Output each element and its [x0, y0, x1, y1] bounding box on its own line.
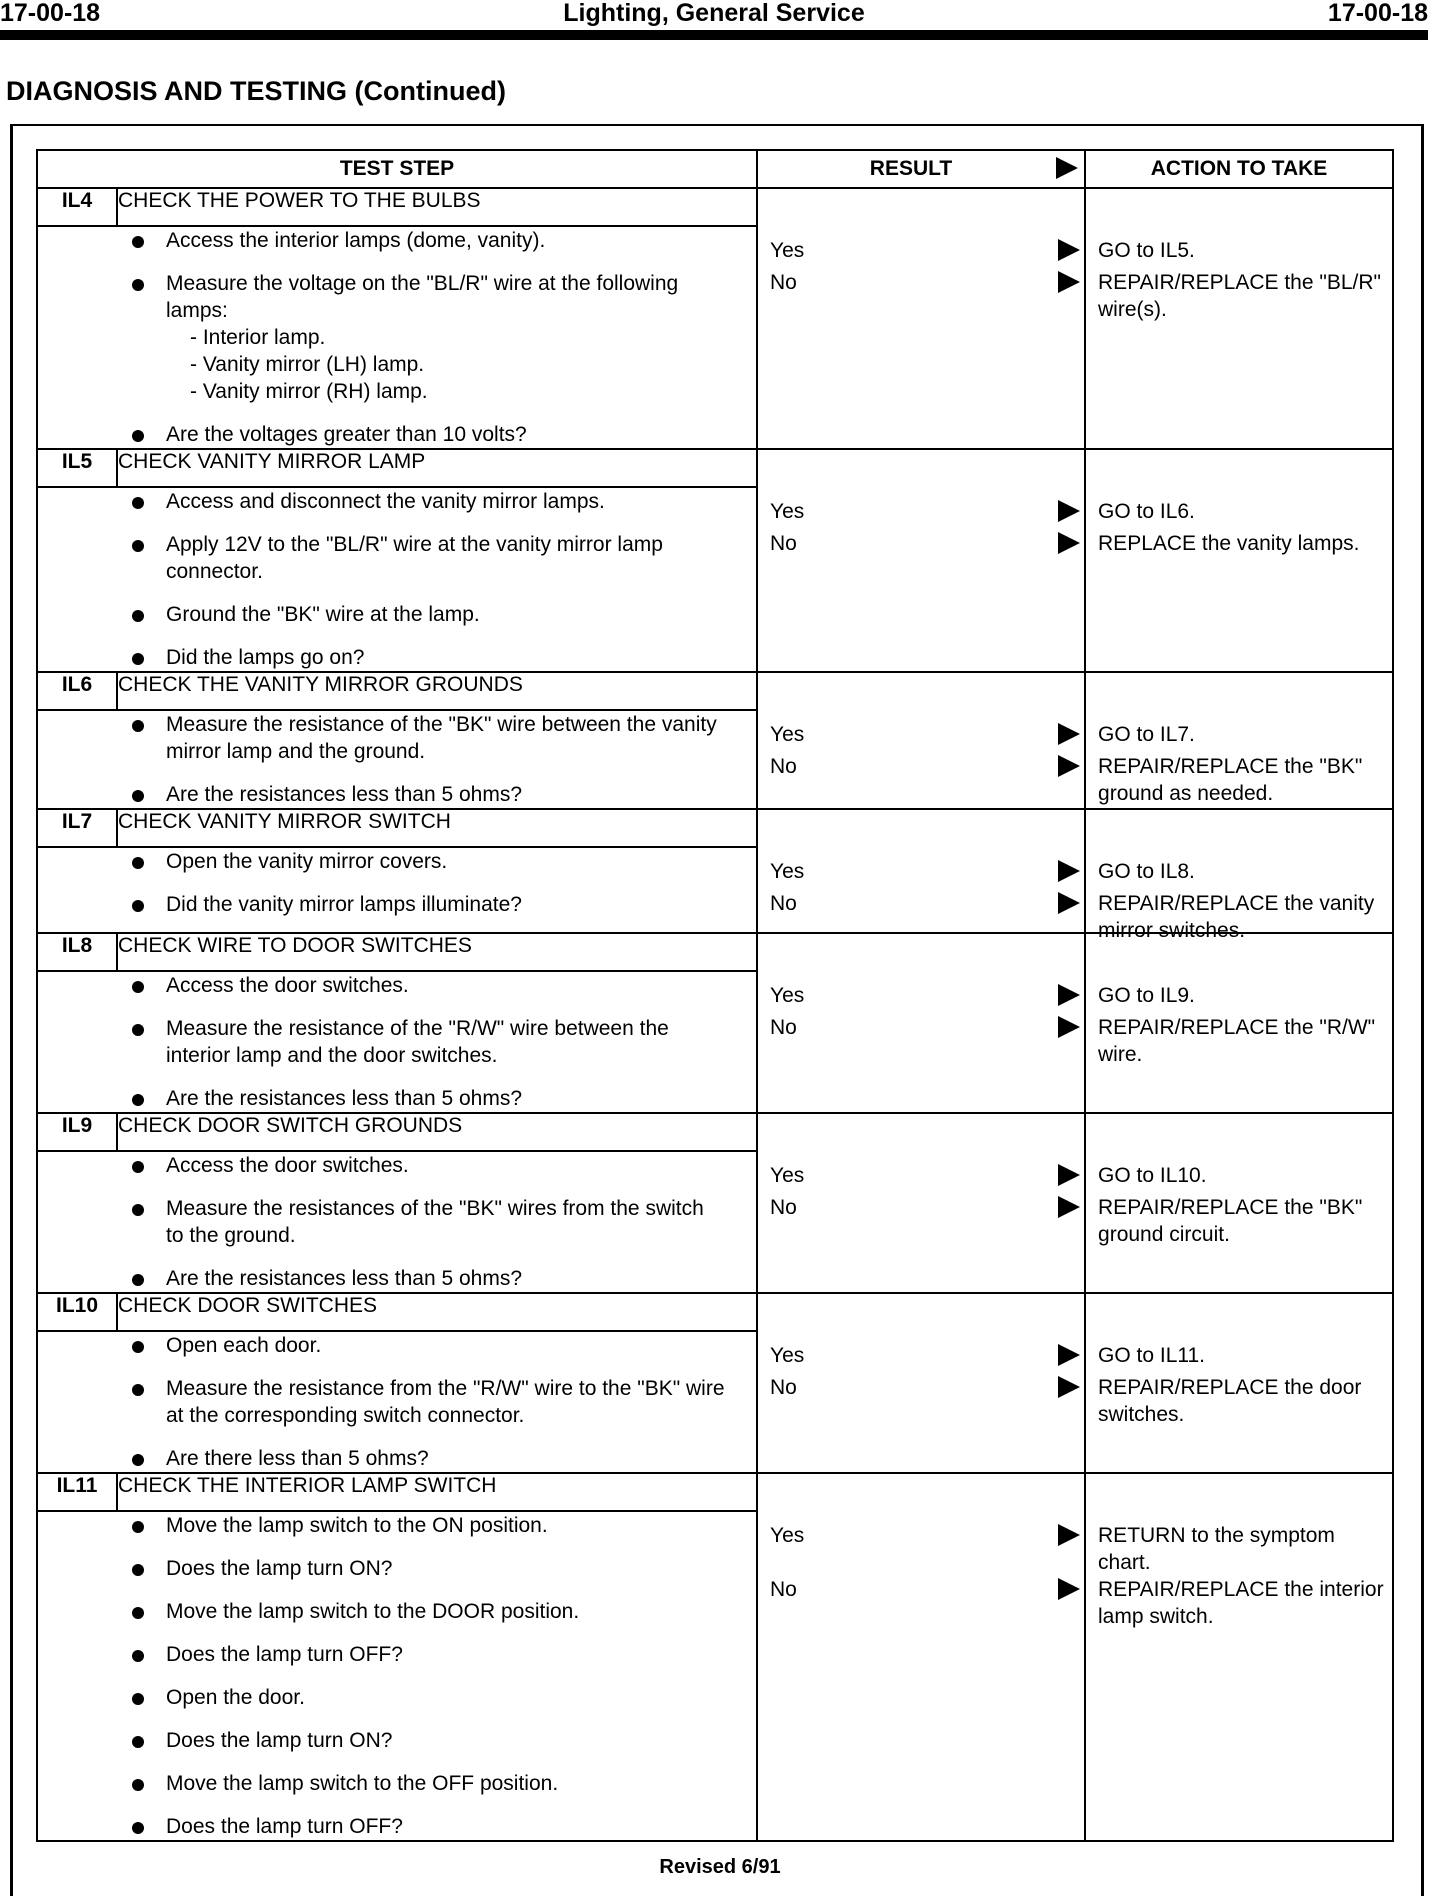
action-text: GO to IL10.: [1098, 1164, 1207, 1187]
step-id: IL11: [37, 1473, 117, 1511]
action-text: REPAIR/REPLACE the interior lamp switch.: [1098, 1578, 1384, 1628]
step-title: CHECK DOOR SWITCHES: [117, 1293, 757, 1331]
action-text: REPAIR/REPLACE the "BK" ground circuit.: [1098, 1196, 1363, 1246]
step-title: CHECK THE POWER TO THE BULBS: [117, 188, 757, 226]
instruction-item: [38, 601, 756, 628]
step-title: CHECK VANITY MIRROR SWITCH: [117, 809, 757, 847]
instruction-item: [38, 781, 756, 808]
instruction-text: Measure the resistance of the "R/W" wire between the interior lamp and the door switches.: [166, 1017, 669, 1067]
step-id: IL5: [37, 449, 117, 487]
instruction-text: Did the vanity mirror lamps illuminate?: [166, 893, 522, 916]
arrow-right-icon: [1058, 984, 1080, 1006]
step-title-row: [37, 809, 1393, 847]
result-cell: [757, 1473, 1085, 1841]
step-title: CHECK WIRE TO DOOR SWITCHES: [117, 933, 757, 971]
result-cell: [757, 672, 1085, 809]
instruction-item: [38, 1375, 756, 1429]
arrow-right-icon: [1058, 1376, 1080, 1398]
arrow-right-icon: [1058, 723, 1080, 745]
action-text: RETURN to the symptom chart.: [1098, 1524, 1335, 1574]
instruction-item: [38, 1727, 756, 1754]
instruction-subitem: - Interior lamp.: [190, 326, 326, 349]
instruction-item: [38, 1598, 756, 1625]
instruction-item: [38, 644, 756, 671]
action-text: GO to IL7.: [1098, 723, 1195, 746]
instruction-list: [38, 1512, 756, 1840]
instruction-text: Are the resistances less than 5 ohms?: [166, 1267, 523, 1290]
arrow-right-icon: [1058, 271, 1080, 293]
result-label: No: [770, 1376, 797, 1399]
instruction-text: Are the resistances less than 5 ohms?: [166, 1087, 523, 1110]
instruction-list: [38, 711, 756, 808]
step-instructions: [37, 847, 757, 933]
instruction-item: [38, 711, 756, 765]
result-cell: [757, 1293, 1085, 1473]
instruction-item: [38, 1641, 756, 1668]
instruction-text: Does the lamp turn ON?: [166, 1729, 393, 1752]
instruction-item: [38, 1445, 756, 1472]
arrow-right-icon: [1058, 1344, 1080, 1366]
step-instructions: [37, 1151, 757, 1293]
result-label: No: [770, 755, 797, 778]
arrow-right-icon: [1058, 892, 1080, 914]
instruction-item: [38, 1555, 756, 1582]
instruction-text: Are the resistances less than 5 ohms?: [166, 783, 523, 806]
col-header-result-label: RESULT: [869, 157, 953, 180]
action-cell: [1085, 672, 1393, 809]
result-label: No: [770, 1016, 797, 1039]
instruction-text: Did the lamps go on?: [166, 646, 365, 669]
step-instructions: [37, 710, 757, 809]
action-cell: [1085, 1293, 1393, 1473]
instruction-item: [38, 1332, 756, 1359]
action-text: GO to IL11.: [1098, 1344, 1206, 1367]
table-header-row: [37, 150, 1393, 188]
header-rule: [0, 30, 1428, 40]
action-cell: [1085, 188, 1393, 449]
action-text: REPAIR/REPLACE the "BK" ground as needed.: [1098, 755, 1363, 805]
result-label: Yes: [770, 723, 805, 746]
step-instructions: [37, 226, 757, 449]
result-label: Yes: [770, 1164, 805, 1187]
instruction-text: Open the door.: [166, 1686, 305, 1709]
action-cell: [1085, 1113, 1393, 1293]
instruction-text: Does the lamp turn OFF?: [166, 1815, 403, 1838]
instruction-item: [38, 848, 756, 875]
instruction-subitem: - Vanity mirror (LH) lamp.: [190, 353, 425, 376]
action-text: REPAIR/REPLACE the door switches.: [1098, 1376, 1362, 1426]
result-label: Yes: [770, 500, 805, 523]
instruction-list: [38, 227, 756, 448]
step-title: CHECK THE VANITY MIRROR GROUNDS: [117, 672, 757, 710]
instruction-text: Move the lamp switch to the DOOR position.: [166, 1600, 580, 1623]
instruction-text: Does the lamp turn ON?: [166, 1557, 393, 1580]
result-label: Yes: [770, 1524, 805, 1547]
step-title: CHECK VANITY MIRROR LAMP: [117, 449, 757, 487]
step-title-row: [37, 933, 1393, 971]
instruction-list: [38, 1152, 756, 1292]
col-header-result: [757, 150, 1085, 188]
step-title-row: [37, 449, 1393, 487]
result-cell: [757, 1113, 1085, 1293]
result-label: No: [770, 892, 797, 915]
instruction-text: Measure the resistances of the "BK" wires from the switch to the ground.: [166, 1197, 704, 1247]
instruction-item: [38, 488, 756, 515]
instruction-text: Access and disconnect the vanity mirror lamps.: [166, 490, 605, 513]
instruction-text: Does the lamp turn OFF?: [166, 1643, 403, 1666]
instruction-text: Ground the "BK" wire at the lamp.: [166, 603, 480, 626]
arrow-right-icon: [1058, 1524, 1080, 1546]
instruction-item: [38, 531, 756, 585]
section-title: DIAGNOSIS AND TESTING (Continued): [6, 76, 506, 106]
step-title-row: [37, 1113, 1393, 1151]
step-instructions: [37, 971, 757, 1113]
arrow-right-icon: [1058, 755, 1080, 777]
instruction-text: Are the voltages greater than 10 volts?: [166, 423, 527, 446]
step-title: CHECK DOOR SWITCH GROUNDS: [117, 1113, 757, 1151]
result-label: No: [770, 532, 797, 555]
instruction-list: [38, 1332, 756, 1472]
instruction-text: Are there less than 5 ohms?: [166, 1447, 429, 1470]
result-label: No: [770, 1578, 797, 1601]
instruction-text: Apply 12V to the "BL/R" wire at the vanity mirror lamp connector.: [166, 533, 663, 583]
instruction-item: [38, 421, 756, 448]
action-text: GO to IL8.: [1098, 860, 1195, 883]
result-label: Yes: [770, 860, 805, 883]
col-header-action: ACTION TO TAKE: [1085, 150, 1393, 188]
arrow-right-icon: [1058, 500, 1080, 522]
instruction-item: [38, 891, 756, 918]
instruction-text: Open the vanity mirror covers.: [166, 850, 448, 873]
step-id: IL6: [37, 672, 117, 710]
instruction-item: [38, 1684, 756, 1711]
arrow-right-icon: [1056, 157, 1078, 179]
step-title-row: [37, 1293, 1393, 1331]
result-label: Yes: [770, 239, 805, 262]
action-cell: [1085, 933, 1393, 1113]
action-cell: [1085, 449, 1393, 672]
instruction-item: [38, 1195, 756, 1249]
arrow-right-icon: [1058, 1196, 1080, 1218]
result-cell: [757, 933, 1085, 1113]
instruction-item: [38, 1770, 756, 1797]
arrow-right-icon: [1058, 1578, 1080, 1600]
step-instructions: [37, 1511, 757, 1841]
result-label: No: [770, 271, 797, 294]
arrow-right-icon: [1058, 532, 1080, 554]
instruction-text: Measure the voltage on the "BL/R" wire at the following lamps:: [166, 272, 679, 322]
page-number-left: 17-00-18: [0, 0, 101, 27]
instruction-text: Move the lamp switch to the ON position.: [166, 1514, 548, 1537]
result-label: Yes: [770, 984, 805, 1007]
result-cell: [757, 809, 1085, 933]
instruction-item: [38, 1085, 756, 1112]
instruction-list: [38, 972, 756, 1112]
instruction-list: [38, 488, 756, 671]
instruction-text: Access the door switches.: [166, 1154, 409, 1177]
instruction-item: [38, 270, 756, 405]
action-cell: [1085, 1473, 1393, 1841]
instruction-subitem: - Vanity mirror (RH) lamp.: [190, 380, 428, 403]
action-text: REPAIR/REPLACE the vanity mirror switches.: [1098, 892, 1375, 942]
step-title-row: [37, 188, 1393, 226]
step-id: IL7: [37, 809, 117, 847]
result-label: Yes: [770, 1344, 805, 1367]
instruction-item: [38, 1512, 756, 1539]
instruction-text: Move the lamp switch to the OFF position.: [166, 1772, 559, 1795]
page-header-title: Lighting, General Service: [563, 0, 865, 27]
instruction-item: [38, 1265, 756, 1292]
action-text: GO to IL6.: [1098, 500, 1195, 523]
instruction-text: Open each door.: [166, 1334, 322, 1357]
arrow-right-icon: [1058, 1016, 1080, 1038]
instruction-item: [38, 1813, 756, 1840]
result-label: No: [770, 1196, 797, 1219]
page-number-right: 17-00-18: [1327, 0, 1428, 27]
instruction-text: Measure the resistance of the "BK" wire between the vanity mirror lamp and the ground.: [166, 713, 717, 763]
revision-footer: Revised 6/91: [659, 1856, 781, 1878]
page-header: [0, 0, 1428, 28]
result-cell: [757, 449, 1085, 672]
instruction-text: Access the interior lamps (dome, vanity).: [166, 229, 546, 252]
action-text: REPLACE the vanity lamps.: [1098, 532, 1360, 555]
step-id: IL9: [37, 1113, 117, 1151]
arrow-right-icon: [1058, 239, 1080, 261]
step-id: IL4: [37, 188, 117, 226]
instruction-text: Access the door switches.: [166, 974, 409, 997]
instruction-item: [38, 972, 756, 999]
instruction-item: [38, 1152, 756, 1179]
step-instructions: [37, 1331, 757, 1473]
test-steps-body: [37, 188, 1393, 1841]
step-id: IL10: [37, 1293, 117, 1331]
step-id: IL8: [37, 933, 117, 971]
instruction-item: [38, 1015, 756, 1069]
instruction-list: [38, 848, 756, 918]
col-header-test-step: TEST STEP: [37, 150, 757, 188]
instruction-text: Measure the resistance from the "R/W" wire to the "BK" wire at the corresponding switch connector.: [166, 1377, 725, 1427]
action-cell: [1085, 809, 1393, 942]
result-cell: [757, 188, 1085, 449]
arrow-right-icon: [1058, 1164, 1080, 1186]
test-steps-table: [36, 149, 1394, 1842]
step-title-row: [37, 672, 1393, 710]
arrow-right-icon: [1058, 860, 1080, 882]
action-text: GO to IL5.: [1098, 239, 1195, 262]
step-instructions: [37, 487, 757, 672]
step-title-row: [37, 1473, 1393, 1511]
action-text: REPAIR/REPLACE the "R/W" wire.: [1098, 1016, 1376, 1066]
step-title: CHECK THE INTERIOR LAMP SWITCH: [117, 1473, 757, 1511]
instruction-item: [38, 227, 756, 254]
action-text: GO to IL9.: [1098, 984, 1195, 1007]
action-text: REPAIR/REPLACE the "BL/R" wire(s).: [1098, 271, 1381, 321]
